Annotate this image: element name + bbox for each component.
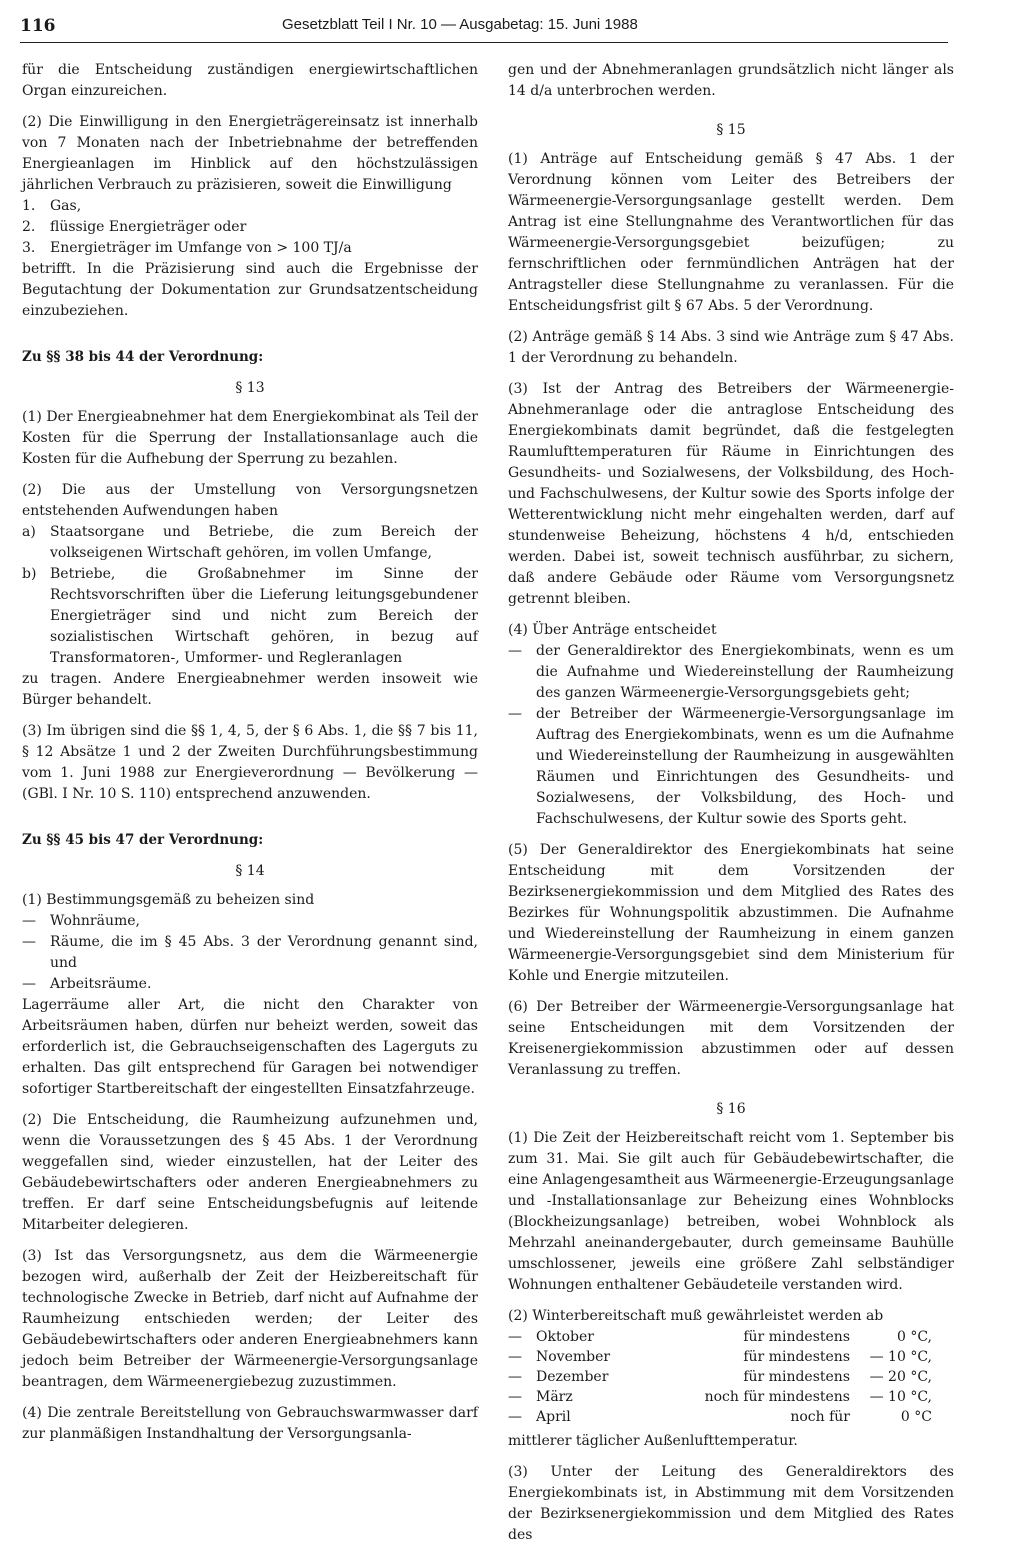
paragraph: gen und der Abnehmeranlagen grundsätzlich nicht länger als 14 d/a unterbrochen werden. xyxy=(508,62,954,99)
section-number: § 13 xyxy=(235,380,265,396)
table-row xyxy=(508,1407,932,1427)
paragraph: (3) Im übrigen sind die §§ 1, 4, 5, der § 6 Abs. 1, die §§ 7 bis 11, § 12 Absätze 1 und 2 der Zweiten Durchführungsbestimmung vom 1. Juni 1988 zur Energieverordnung — Bevölkerung — (GBl. I Nr. 10 S. 110) entsprechend anzuwenden. xyxy=(22,723,478,802)
section-number: § 16 xyxy=(716,1101,746,1117)
list-item xyxy=(22,217,478,238)
list-text: Energieträger im Umfange von > 100 TJ/a xyxy=(50,240,352,256)
table-cell: noch für mindestens xyxy=(704,1389,850,1405)
table-cell: — xyxy=(508,1389,522,1405)
list-item xyxy=(22,911,478,932)
table-row xyxy=(508,1367,932,1387)
list-item xyxy=(22,974,478,995)
list-marker: — xyxy=(22,913,36,929)
paragraph: (1) Anträge auf Entscheidung gemäß § 47 Abs. 1 der Verordnung können vom Leiter des Betreibers der Wärmeenergie-Versorgungsanlage gestellt werden. Dem Antrag ist eine Stellungnahme des Verantwortlichen für das Wärmeenergie-Versorgungsgebiet beizufügen; zu fernschriftlichen oder fernmündlichen Anträgen hat der Antragsteller diese Stellungnahme zu veranlassen. Für die Entscheidungsfrist gilt § 67 Abs. 5 der Verordnung. xyxy=(508,151,954,314)
list-item xyxy=(22,932,478,974)
page-header xyxy=(20,16,948,43)
table-cell: noch für xyxy=(790,1409,850,1425)
table-cell: November xyxy=(536,1349,611,1365)
list-item xyxy=(22,522,478,564)
paragraph: (4) Die zentrale Bereitstellung von Gebrauchswarmwasser darf zur planmäßigen Instandhaltung der Versorgungsanla- xyxy=(22,1405,478,1442)
list-text: der Generaldirektor des Energiekombinats, wenn es um die Aufnahme und Wiedereinstellung der Raumheizung des ganzen Wärmeenergie-Versorgungsgebiets geht; xyxy=(536,643,954,701)
list-text: Staatsorgane und Betriebe, die zum Bereich der volkseigenen Wirtschaft gehören, im vollen Umfange, xyxy=(50,524,478,561)
section-heading: Zu §§ 45 bis 47 der Verordnung: xyxy=(22,832,264,848)
table-cell: April xyxy=(536,1409,571,1425)
right-column xyxy=(508,60,954,1546)
table-cell: für mindestens xyxy=(743,1349,850,1365)
table-cell: 0 °C xyxy=(900,1409,932,1425)
list-marker: a) xyxy=(22,524,36,540)
table-cell: — xyxy=(508,1409,522,1425)
list-marker: b) xyxy=(22,566,37,582)
paragraph: Lagerräume aller Art, die nicht den Charakter von Arbeitsräumen haben, dürfen nur beheizt werden, soweit das erforderlich ist, die Gebrauchseigenschaften des Lagerguts zu erhalten. Das gilt entsprechend für Garagen bei notwendiger sofortiger Startbereitschaft der eingestellten Einsatzfahrzeuge. xyxy=(22,997,478,1097)
table-cell: für mindestens xyxy=(743,1329,850,1345)
table-cell: — xyxy=(508,1369,522,1385)
list-item xyxy=(22,196,478,217)
list-text: der Betreiber der Wärmeenergie-Versorgungsanlage im Auftrag des Energiekombinats, wenn es um die Aufnahme und Wiedereinstellung der Raumheizung in ausgewählten Räumen und Einrichtungen des Gesundheits- und Sozialwesens, der Volksbildung, des Hoch- und Fachschulwesens, der Kultur sowie des Sports geht. xyxy=(536,706,954,827)
table-cell: März xyxy=(536,1389,573,1405)
table-cell: — xyxy=(508,1349,522,1365)
list-text: Betriebe, die Großabnehmer im Sinne der Rechtsvorschriften über die Lieferung leitungsgebundener Energieträger sind und nicht zum Bereich der sozialistischen Wirtschaft gehören, in bezug auf Transformatoren-, Umformer- und Regleranlagen xyxy=(50,566,478,666)
paragraph: für die Entscheidung zuständigen energiewirtschaftlichen Organ einzureichen. xyxy=(22,62,478,99)
list-marker: — xyxy=(22,976,36,992)
list-text: Wohnräume, xyxy=(50,913,140,929)
paragraph: (1) Bestimmungsgemäß zu beheizen sind xyxy=(22,892,315,908)
list-text: flüssige Energieträger oder xyxy=(50,219,247,235)
table-cell: für mindestens xyxy=(743,1369,850,1385)
left-column xyxy=(22,60,478,1445)
section-heading: Zu §§ 38 bis 44 der Verordnung: xyxy=(22,349,264,365)
list-item xyxy=(22,564,478,669)
table-cell: — xyxy=(508,1329,522,1345)
paragraph: mittlerer täglicher Außenlufttemperatur. xyxy=(508,1433,798,1449)
list-marker: 2. xyxy=(22,219,36,235)
section-number: § 15 xyxy=(716,122,746,138)
list-item xyxy=(508,641,954,704)
section-number: § 14 xyxy=(235,863,265,879)
list-marker: — xyxy=(22,934,36,950)
paragraph: (4) Über Anträge entscheidet xyxy=(508,622,717,638)
list-marker: 3. xyxy=(22,240,36,256)
table-cell: 0 °C, xyxy=(896,1329,932,1345)
list-marker: 1. xyxy=(22,198,36,214)
list-text: Arbeitsräume. xyxy=(50,976,152,992)
paragraph: zu tragen. Andere Energieabnehmer werden insoweit wie Bürger behandelt. xyxy=(22,671,478,708)
list-text: Räume, die im § 45 Abs. 3 der Verordnung genannt sind, und xyxy=(50,934,478,971)
list-item xyxy=(22,238,478,259)
paragraph: (1) Der Energieabnehmer hat dem Energiekombinat als Teil der Kosten für die Sperrung der Installationsanlage auch die Kosten für die Aufhebung der Sperrung zu bezahlen. xyxy=(22,409,478,467)
table-cell: Oktober xyxy=(536,1329,594,1345)
list-item xyxy=(508,704,954,830)
paragraph: betrifft. In die Präzisierung sind auch die Ergebnisse der Begutachtung der Dokumentation zur Grundsatzentscheidung einzubeziehen. xyxy=(22,261,478,319)
paragraph: (2) Anträge gemäß § 14 Abs. 3 sind wie Anträge zum § 47 Abs. 1 der Verordnung zu behandeln. xyxy=(508,329,954,366)
table-row xyxy=(508,1387,932,1407)
paragraph: (5) Der Generaldirektor des Energiekombinats hat seine Entscheidung mit dem Vorsitzenden der Bezirksenergiekommission und dem Mitglied des Rates des Bezirkes für Wohnungspolitik abzustimmen. Die Aufnahme und Wiedereinstellung der Raumheizung in einem ganzen Wärmeenergie-Versorgungsgebiet sind dem Ministerium für Kohle und Energie mitzuteilen. xyxy=(508,842,954,984)
list-text: Gas, xyxy=(50,198,82,214)
table-row xyxy=(508,1347,932,1367)
list-marker: — xyxy=(508,706,522,722)
paragraph: (1) Die Zeit der Heizbereitschaft reicht vom 1. September bis zum 31. Mai. Sie gilt auch für Gebäudebewirtschafter, die eine Anlagengesamtheit aus Wärmeenergie-Erzeugungsanlage und -Installationsanlage zur Beheizung eines Wohnblocks (Blockheizungsanlage) betreiben, wobei Wohnblock als Mehrzahl aneinandergebauter, durch gemeinsame Bauhülle umschlossener, jeweils eine größere Zahl selbständiger Wohnungen enthaltener Gebäudeteile verstanden wird. xyxy=(508,1130,954,1293)
paragraph: (2) Die aus der Umstellung von Versorgungsnetzen entstehenden Aufwendungen haben xyxy=(22,482,478,519)
table-cell: — 10 °C, xyxy=(869,1349,932,1365)
paragraph: (2) Die Einwilligung in den Energieträgereinsatz ist innerhalb von 7 Monaten nach der Inbetriebnahme der betreffenden Energieanlagen im Hinblick auf den höchstzulässigen jährlichen Verbrauch zu präzisieren, soweit die Einwilligung xyxy=(22,114,478,193)
table-cell: — 20 °C, xyxy=(869,1369,932,1385)
list-marker: — xyxy=(508,643,522,659)
page-number: 116 xyxy=(20,16,56,36)
paragraph: (3) Ist das Versorgungsnetz, aus dem die Wärmeenergie bezogen wird, außerhalb der Zeit der Heizbereitschaft für technologische Zwecke in Betrieb, darf nicht auf Aufnahme der Raumheizung entschieden werden; der Leiter des Gebäudebewirtschafters oder anderen Energieabnehmers kann jedoch beim Betreiber der Wärmeenergie-Versorgungsanlage beantragen, dem Wärmeenergiebezug zuzustimmen. xyxy=(22,1248,478,1390)
winter-readiness-table xyxy=(508,1327,932,1427)
paragraph: (2) Die Entscheidung, die Raumheizung aufzunehmen und, wenn die Voraussetzungen des § 45 Abs. 1 der Verordnung weggefallen sind, wieder einzustellen, hat der Leiter des Gebäudebewirtschafters oder anderen Energieabnehmers zu treffen. Er darf seine Entscheidungsbefugnis auf leitende Mitarbeiter delegieren. xyxy=(22,1112,478,1233)
table-cell: — 10 °C, xyxy=(869,1389,932,1405)
table-row xyxy=(508,1327,932,1347)
paragraph: (6) Der Betreiber der Wärmeenergie-Versorgungsanlage hat seine Entscheidungen mit dem Vorsitzenden der Kreisenergiekommission abzustimmen oder auf dessen Veranlassung zu treffen. xyxy=(508,999,954,1078)
paragraph: (3) Unter der Leitung des Generaldirektors des Energiekombinats ist, in Abstimmung mit dem Vorsitzenden der Bezirksenergiekommission und dem Mitglied des Rates des xyxy=(508,1464,954,1543)
table-cell: Dezember xyxy=(536,1369,609,1385)
paragraph: (3) Ist der Antrag des Betreibers der Wärmeenergie-Abnehmeranlage oder die antraglose Entscheidung des Energiekombinats damit begründet, daß die festgelegten Raumlufttemperaturen für Räume in Einrichtungen des Gesundheits- und Sozialwesens, der Volksbildung, des Hoch- und Fachschulwesens, der Kultur sowie des Sports infolge der Wetterentwicklung nicht mehr eingehalten werden, darf auf stundenweise Beheizung, höchstens 4 h/d, entschieden werden. Dabei ist, soweit technisch ausführbar, zu sichern, daß andere Gebäude oder Räume vom Versorgungsnetz getrennt bleiben. xyxy=(508,381,954,607)
paragraph: (2) Winterbereitschaft muß gewährleistet werden ab xyxy=(508,1308,884,1324)
gazette-title: Gesetzblatt Teil I Nr. 10 — Ausgabetag: 15. Juni 1988 xyxy=(282,16,638,33)
